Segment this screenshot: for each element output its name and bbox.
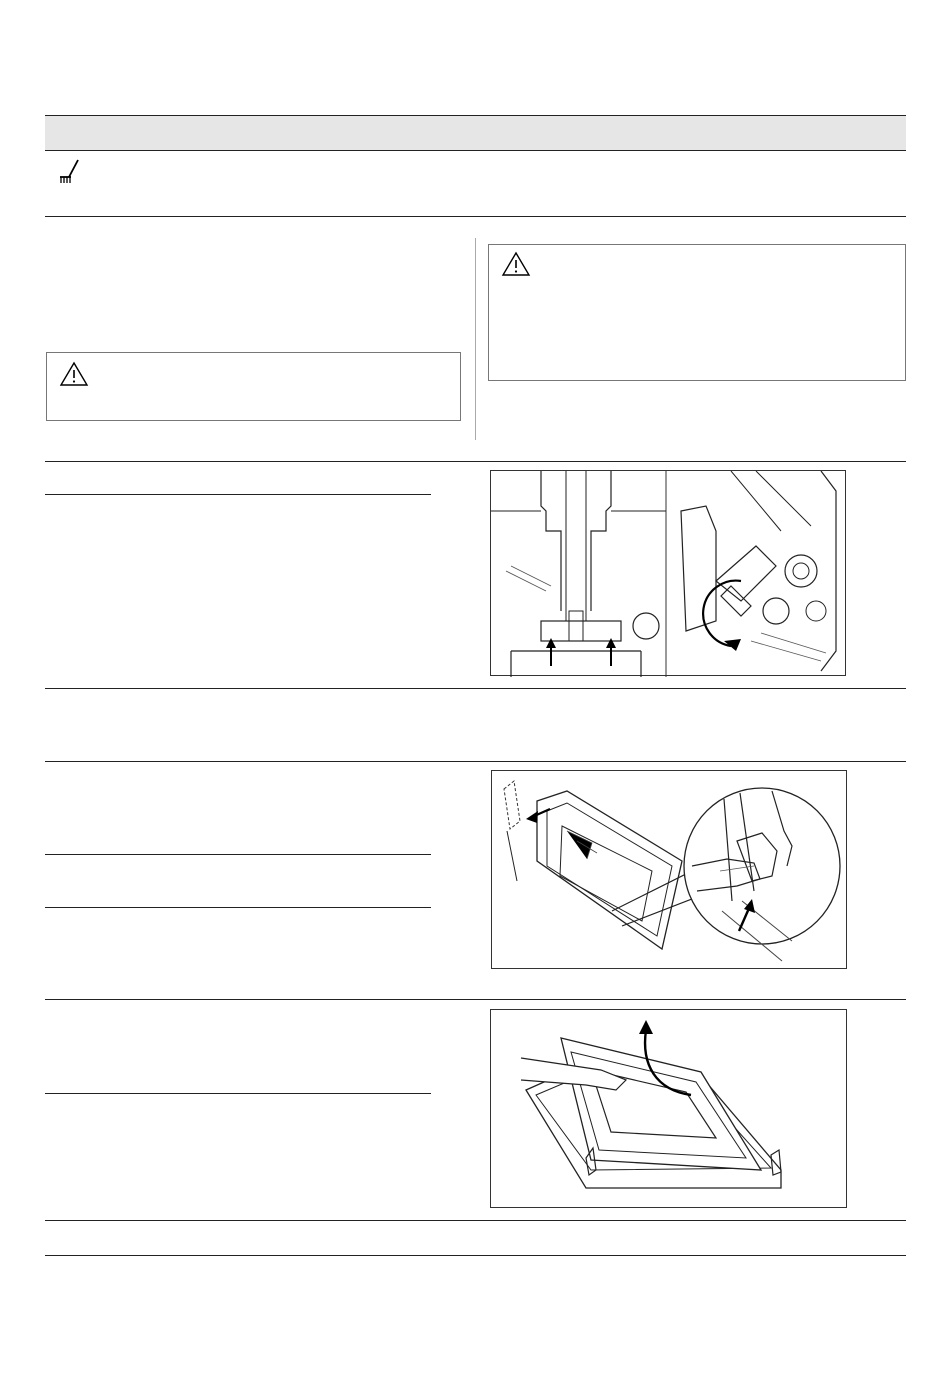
figure-door-hinges	[490, 470, 846, 676]
divider	[45, 216, 906, 217]
warning-triangle-icon	[501, 251, 531, 277]
brush-icon	[56, 158, 82, 186]
divider	[45, 1220, 906, 1221]
warning-triangle-icon	[59, 361, 89, 387]
door-hinges-illustration	[491, 471, 847, 677]
divider-short	[45, 1093, 431, 1094]
divider	[45, 688, 906, 689]
divider-short	[45, 494, 431, 495]
door-trim-illustration	[492, 771, 848, 970]
glass-panel-illustration	[491, 1010, 848, 1209]
divider	[45, 761, 906, 762]
divider-short	[45, 907, 431, 908]
divider	[45, 999, 906, 1000]
figure-glass-panel-removal	[490, 1009, 847, 1208]
column-separator	[475, 238, 476, 440]
divider-short	[45, 854, 431, 855]
divider	[45, 461, 906, 462]
section-header-band	[45, 115, 906, 151]
warning-box-right	[488, 244, 906, 381]
divider	[45, 1255, 906, 1256]
figure-door-trim-removal	[491, 770, 847, 969]
warning-box-left	[46, 352, 461, 421]
